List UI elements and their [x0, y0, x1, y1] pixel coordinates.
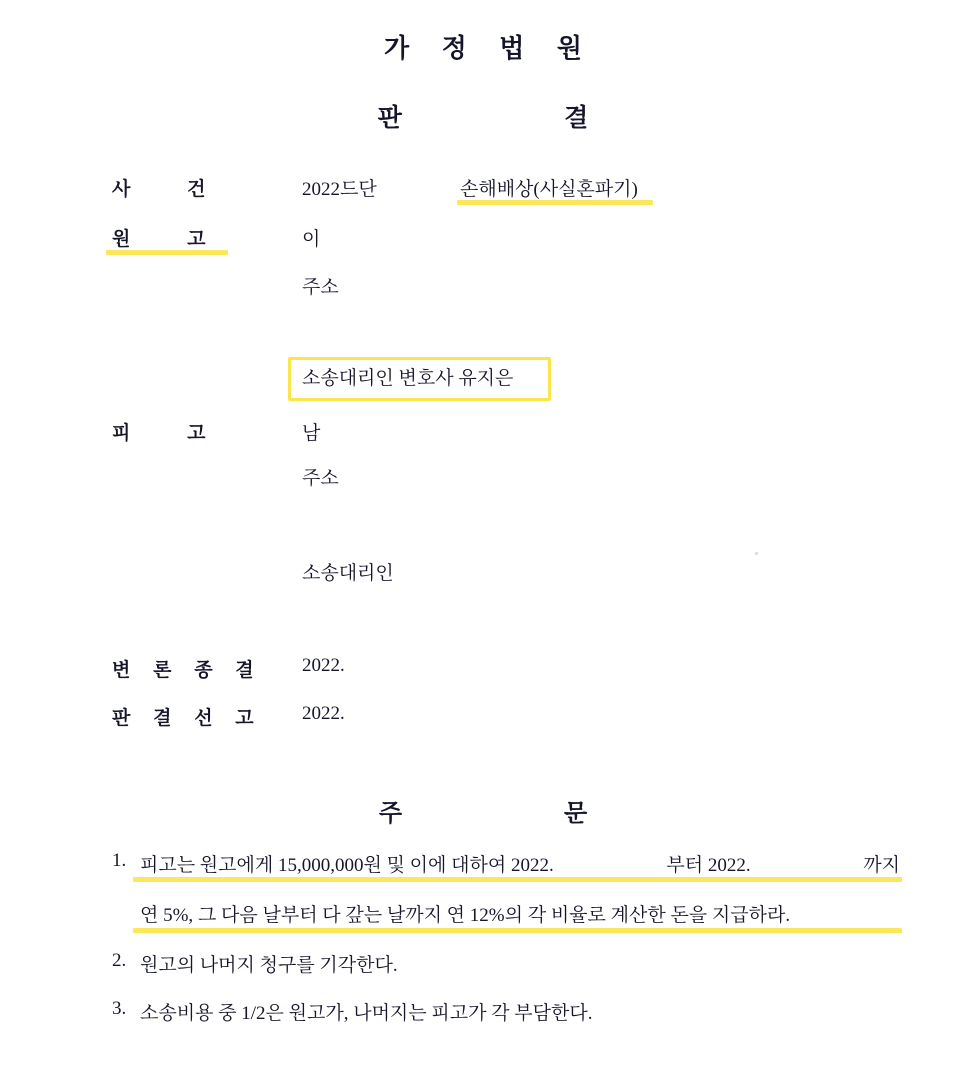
order-item-1-line-1 [140, 850, 900, 877]
court-title: 가 정 법 원 [384, 34, 595, 63]
highlight-underline-plaintiff-label [106, 250, 228, 255]
field-value-case-name: 손해배상(사실혼파기) [460, 179, 638, 200]
field-row-judgment-date [112, 703, 912, 733]
field-row-defendant-address [112, 463, 912, 493]
field-value-case-number: 2022드단 [302, 179, 377, 200]
field-row-plaintiff-address [112, 272, 912, 302]
highlight-underline-order-1-line-1 [133, 877, 902, 882]
document-title: 판 결 [377, 105, 667, 132]
order-item-3-text: 소송비용 중 1/2은 원고가, 나머지는 피고가 각 부담한다. [140, 1003, 593, 1024]
field-label-closing-argument: 변 론 종 결 [112, 660, 263, 681]
field-row-plaintiff [112, 224, 912, 254]
field-label-plaintiff: 원 고 [112, 229, 232, 250]
field-row-defendant-attorney [112, 558, 912, 588]
paper-speck [755, 552, 758, 555]
field-label-defendant-address: 주소 [302, 468, 339, 489]
order-item-1-line-2-text: 연 5%, 그 다음 날부터 다 갚는 날까지 연 12%의 각 비율로 계산한 돈을 지급하라. [140, 905, 791, 926]
order-section-title: 주 문 [378, 801, 666, 827]
field-value-plaintiff: 이 [302, 229, 321, 250]
highlight-underline-order-1-line-2 [133, 928, 902, 933]
field-label-plaintiff-address: 주소 [302, 277, 339, 298]
order-item-1-part-1: 피고는 원고에게 15,000,000원 및 이에 대하여 2022. [140, 855, 554, 876]
order-item-1-part-3: 까지 [863, 855, 900, 876]
order-item-3-number: 3. [112, 998, 127, 1019]
order-item-1-number: 1. [112, 850, 127, 871]
field-value-closing-argument-date: 2022. [302, 655, 345, 676]
highlight-underline-case-name [457, 200, 653, 205]
field-value-defendant: 남 [302, 423, 321, 444]
highlight-box-plaintiff-attorney [288, 357, 551, 401]
order-item-1-part-2: 부터 2022. [666, 855, 751, 876]
field-label-defendant: 피 고 [112, 423, 232, 444]
field-value-defendant-attorney: 소송대리인 [302, 563, 394, 584]
order-item-2-text: 원고의 나머지 청구를 기각한다. [140, 955, 398, 976]
field-row-defendant [112, 418, 912, 448]
field-label-judgment-date: 판 결 선 고 [112, 708, 263, 729]
order-item-2-number: 2. [112, 950, 127, 971]
field-row-closing-argument [112, 655, 912, 685]
order-item-1-line-2 [140, 900, 900, 927]
field-value-judgment-date: 2022. [302, 703, 345, 724]
field-value-plaintiff-attorney: 소송대리인 변호사 유지은 [302, 368, 514, 389]
field-label-case: 사 건 [112, 179, 232, 200]
